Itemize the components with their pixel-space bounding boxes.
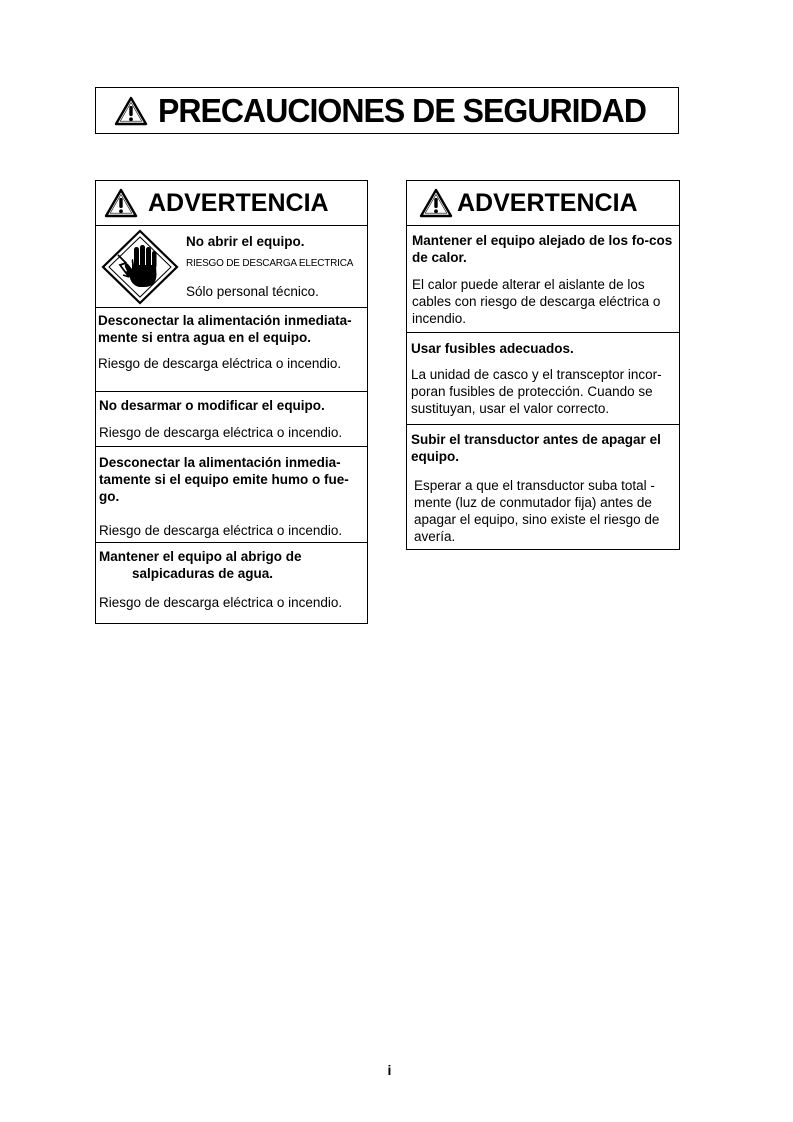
section-title: Mantener el equipo alejado de los fo-cos de calor.	[412, 233, 673, 265]
left-panel-heading: ADVERTENCIA	[148, 188, 329, 217]
shock-title: No abrir el equipo.	[186, 234, 305, 249]
right-panel-header	[407, 181, 679, 226]
warning-section	[96, 447, 367, 543]
section-title	[99, 548, 364, 582]
shock-tech-note: Sólo personal técnico.	[186, 284, 319, 299]
warning-section	[407, 333, 679, 425]
section-title-line: Mantener el equipo al abrigo de	[99, 549, 302, 564]
section-body: Riesgo de descarga eléctrica o incendio.	[99, 523, 343, 538]
warning-section	[96, 308, 367, 392]
electric-shock-section	[96, 226, 367, 308]
section-body: El calor puede alterar el aislante de los cables con riesgo de descarga eléctrica o incendio.	[412, 277, 661, 326]
warning-triangle-icon	[114, 96, 148, 126]
warning-triangle-icon	[104, 188, 138, 218]
section-title-line: salpicaduras de agua.	[132, 566, 274, 581]
left-warning-panel	[95, 180, 368, 624]
warning-section	[96, 392, 367, 447]
electric-shock-hand-icon	[101, 229, 179, 310]
warning-triangle-icon	[419, 188, 453, 218]
warning-section	[407, 226, 679, 333]
section-title: Desconectar la alimentación inmedia-tamente si el equipo emite humo o fue-go.	[99, 455, 349, 504]
right-warning-panel	[406, 180, 680, 550]
right-panel-heading: ADVERTENCIA	[457, 188, 638, 217]
section-title: Usar fusibles adecuados.	[411, 341, 574, 356]
warning-section	[96, 543, 367, 623]
left-panel-header	[96, 181, 367, 226]
section-body: Riesgo de descarga eléctrica o incendio.	[99, 595, 343, 610]
section-title: Desconectar la alimentación inmediata-mente si entra agua en el equipo.	[98, 313, 352, 345]
section-title: Subir el transductor antes de apagar el equipo.	[411, 432, 661, 464]
section-body: Riesgo de descarga eléctrica o incendio.	[99, 425, 343, 440]
warning-section	[407, 425, 679, 549]
page-title-box	[95, 87, 679, 134]
section-body: Riesgo de descarga eléctrica o incendio.	[98, 356, 342, 371]
section-body: Esperar a que el transductor suba total -mente (luz de conmutador fija) antes de apagar el equipo, sino existe el riesgo de avería.	[414, 478, 660, 544]
section-body: La unidad de casco y el transceptor incor-poran fusibles de protección. Cuando se sustituyan, usar el valor correcto.	[411, 367, 662, 416]
page-title: PRECAUCIONES DE SEGURIDAD	[158, 91, 646, 129]
section-title: No desarmar o modificar el equipo.	[99, 398, 325, 413]
page-number: i	[387, 1062, 392, 1078]
shock-risk-label: RIESGO DE DESCARGA ELECTRICA	[186, 258, 354, 269]
